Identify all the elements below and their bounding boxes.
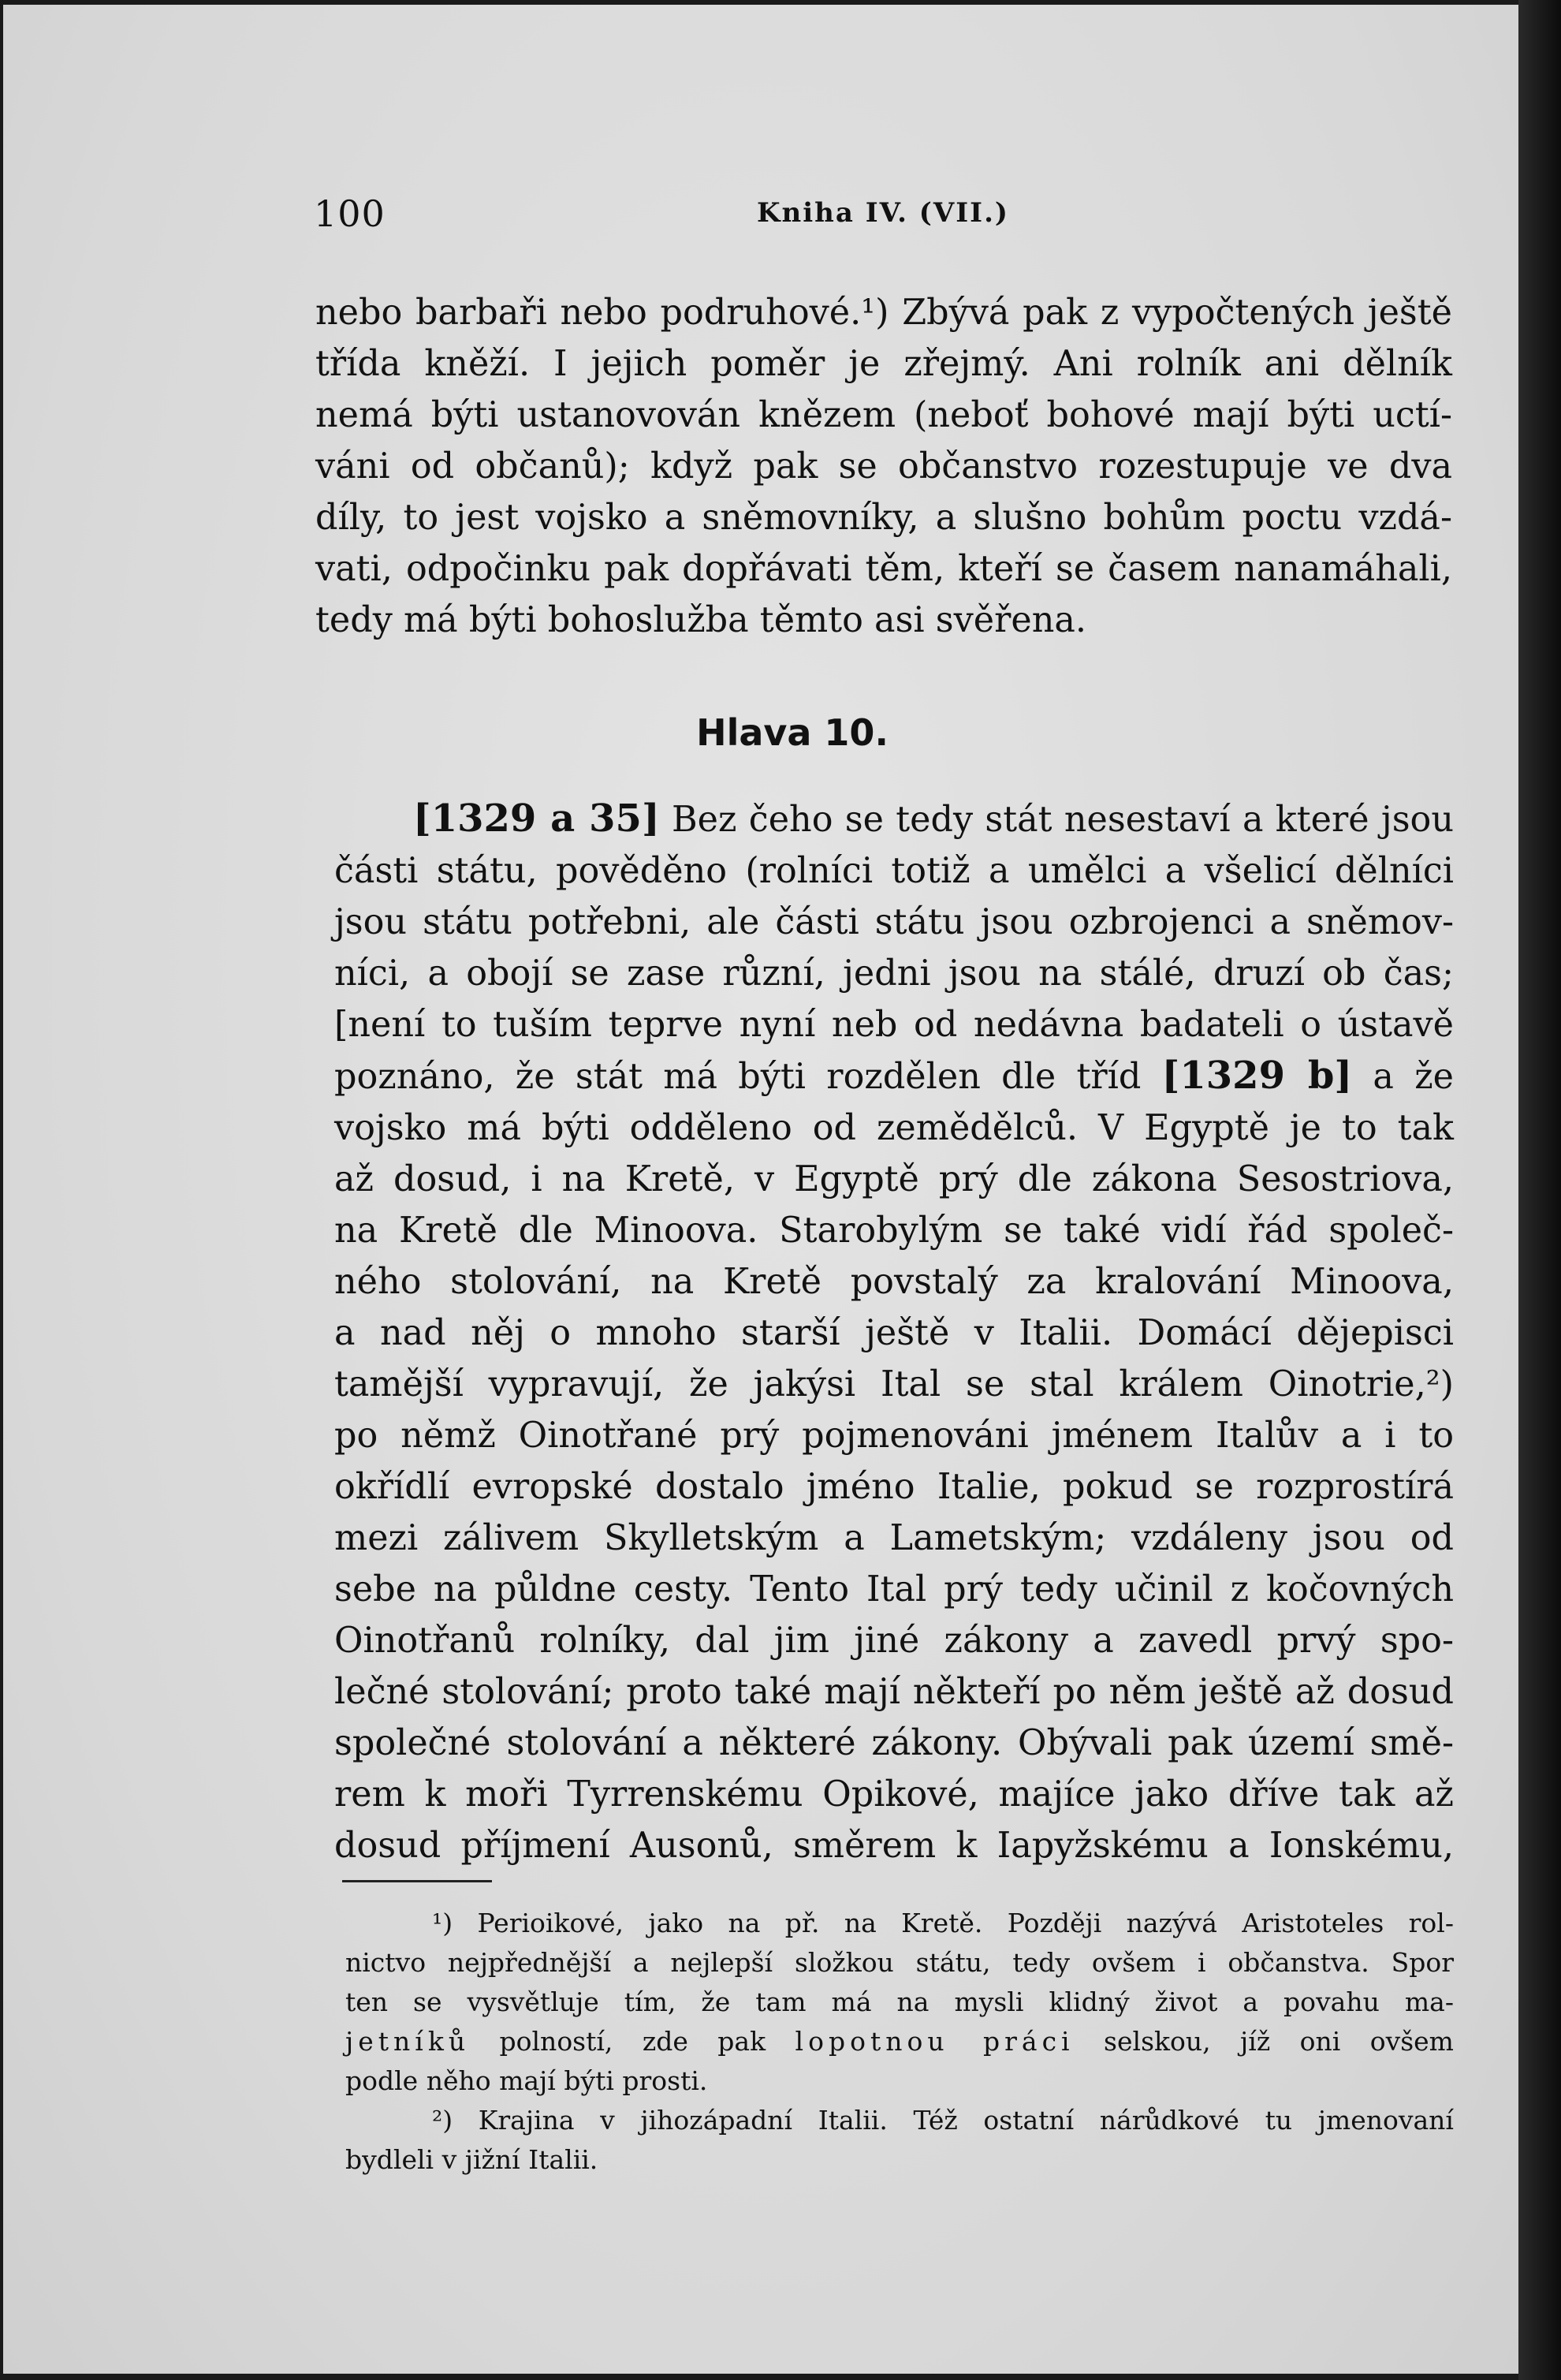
footnote-line: ¹) Perioikové, jako na př. na Kretě. Později nazývá Aristoteles rol- (432, 1908, 1454, 1938)
text-line: rem k moři Tyrrenskému Opikové, majíce jako dříve tak až (334, 1774, 1454, 1815)
emphasis-text: lopotnou práci (795, 2026, 1075, 2057)
paragraph-2 (334, 793, 1454, 1871)
text-line: [není to tuším teprve nyní neb od nedávna badateli o ústavě (334, 1005, 1454, 1045)
running-head: Kniha IV. (VII.) (757, 197, 1009, 229)
text-line: tamější vypravují, že jakýsi Ital se stal králem Oinotrie,²) (334, 1364, 1454, 1404)
text-line: nebo barbaři nebo podruhové.¹) Zbývá pak z vypočtených ještě (315, 293, 1452, 333)
footnote-line: podle něho mají býti prosti. (345, 2065, 708, 2096)
text-line: Oinotřanů rolníky, dal jim jiné zákony a zavedl prvý spo- (334, 1621, 1454, 1661)
text-line: váni od občanů); když pak se občanstvo rozestupuje ve dva (315, 446, 1452, 487)
text-line (334, 793, 1454, 845)
scan-edge (1518, 0, 1561, 2380)
chapter-heading: Hlava 10. (696, 711, 889, 754)
text-line: tedy má býti bohoslužba těmto asi svěřena. (315, 600, 1087, 640)
text-line: na Kretě dle Minoova. Starobylým se také vidí řád společ- (334, 1211, 1454, 1251)
text-line: níci, a obojí se zase různí, jedni jsou na stálé, druzí ob čas; (334, 953, 1454, 994)
book-page (3, 5, 1518, 2374)
footnote-line: ten se vysvětluje tím, že tam má na mysli klidný život a povahu ma- (345, 1986, 1454, 2017)
text-segment: poznáno, že stát má býti rozdělen dle tříd (334, 1057, 1142, 1097)
footnotes (345, 1904, 1454, 2180)
footnote-separator (342, 1880, 492, 1882)
text-line: dosud příjmení Ausonů, směrem k Iapyžskému a Ionskému, (334, 1826, 1454, 1866)
page-header (3, 192, 1518, 256)
text-line: díly, to jest vojsko a sněmovníky, a slušno bohům poctu vzdá- (315, 498, 1452, 538)
text-line (334, 1050, 1454, 1102)
text-line: vati, odpočinku pak dopřávati těm, kteří se časem nanamáhali, (315, 549, 1452, 589)
text-line: ného stolování, na Kretě povstalý za kralování Minoova, (334, 1262, 1454, 1302)
text-line: společné stolování a některé zákony. Obývali pak území smě- (334, 1723, 1454, 1763)
text-line: a nad něj o mnoho starší ještě v Italii. Domácí dějepisci (334, 1313, 1454, 1353)
text-line: třída kněží. I jejich poměr je zřejmý. Ani rolník ani dělník (315, 344, 1452, 384)
text-line: až dosud, i na Kretě, v Egyptě prý dle zákona Sesostriova, (334, 1159, 1454, 1199)
text-segment: Bez čeho se tedy stát nesestaví a které jsou (671, 800, 1454, 840)
bekker-marker: [1329 a 35] (413, 796, 660, 841)
footnote-line (345, 2022, 1454, 2061)
footnote-line: nictvo nejpřednější a nejlepší složkou státu, tedy ovšem i občanstva. Spor (345, 1947, 1454, 1978)
text-segment: selskou, jíž oni ovšem (1104, 2026, 1454, 2057)
bekker-marker: [1329 b] (1161, 1054, 1353, 1098)
emphasis-text: jetníků (345, 2026, 471, 2057)
text-line: po němž Oinotřané prý pojmenováni jménem Italův a i to (334, 1416, 1454, 1456)
footnote-line: bydleli v jižní Italii. (345, 2144, 598, 2175)
text-line: lečné stolování; proto také mají někteří po něm ještě až dosud (334, 1672, 1454, 1712)
text-segment: polností, zde pak (499, 2026, 766, 2057)
text-line: jsou státu potřebni, ale části státu jsou ozbrojenci a sněmov- (334, 902, 1454, 942)
text-segment: a že (1373, 1057, 1455, 1097)
text-line: sebe na půldne cesty. Tento Ital prý tedy učinil z kočovných (334, 1569, 1454, 1610)
text-line: vojsko má býti odděleno od zemědělců. V Egyptě je to tak (334, 1108, 1454, 1148)
footnote-line: ²) Krajina v jihozápadní Italii. Též ostatní nárůdkové tu jmenovaní (432, 2105, 1454, 2136)
text-line: mezi zálivem Skylletským a Lametským; vzdáleny jsou od (334, 1518, 1454, 1558)
text-line: části státu, pověděno (rolníci totiž a umělci a všelicí dělníci (334, 851, 1454, 891)
paragraph-1 (315, 287, 1452, 646)
page-number: 100 (314, 192, 386, 235)
text-line: okřídlí evropské dostalo jméno Italie, pokud se rozprostírá (334, 1467, 1454, 1507)
text-line: nemá býti ustanovován knězem (neboť bohové mají býti uctí- (315, 395, 1452, 435)
